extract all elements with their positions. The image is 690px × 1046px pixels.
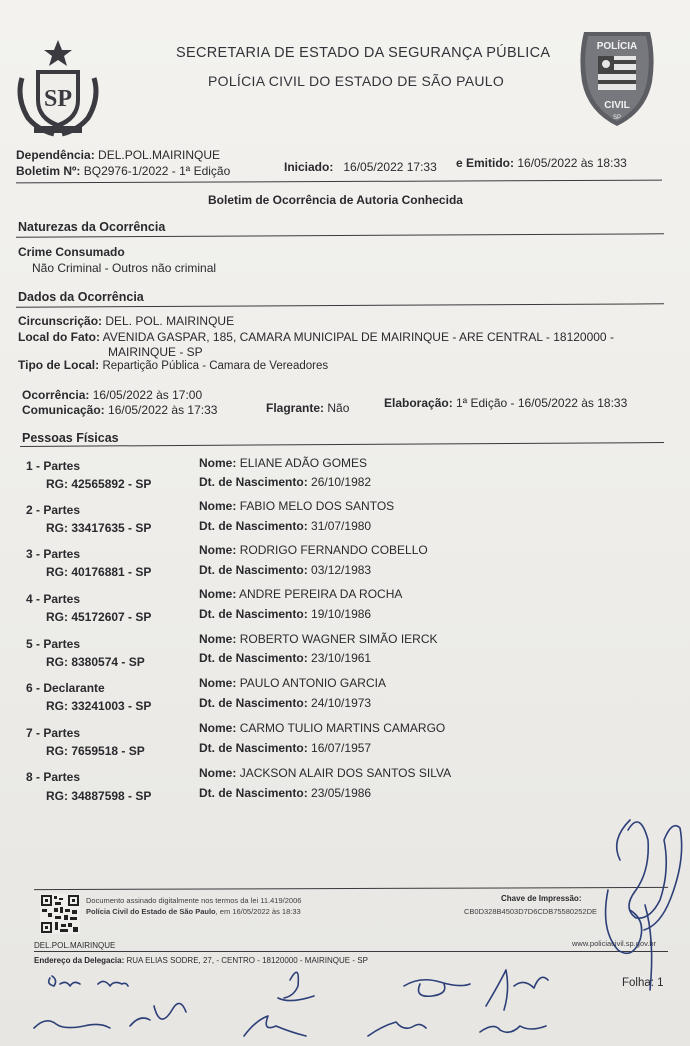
dependencia-label: Dependência:	[16, 148, 95, 162]
nome-label: Nome:	[199, 543, 237, 557]
flagrante-value: Não	[327, 401, 350, 415]
ocorrencia-value: 16/05/2022 às 17:00	[92, 388, 203, 402]
iniciado-row	[284, 160, 437, 174]
pessoa-rg: RG: 8380574 - SP	[46, 655, 145, 669]
pessoa-rg: RG: 34887598 - SP	[46, 789, 152, 803]
pessoa-nasc: 16/07/1957	[311, 741, 372, 755]
badge-state-text: SP	[612, 115, 622, 121]
nasc-label: Dt. de Nascimento:	[199, 519, 308, 533]
header-divider	[16, 180, 662, 184]
pessoa-nasc-row	[199, 563, 371, 577]
pessoa-nasc: 23/05/1986	[311, 786, 372, 800]
pessoa-role: 2 - Partes	[26, 503, 81, 517]
pessoa-role: 5 - Partes	[26, 637, 81, 651]
pessoa-role: 8 - Partes	[26, 770, 81, 784]
nome-label: Nome:	[199, 499, 237, 513]
crest-text: SP	[43, 86, 73, 112]
header-secretaria: SECRETARIA DE ESTADO DA SEGURANÇA PÚBLICA	[176, 45, 551, 61]
pessoa-nome: PAULO ANTONIO GARCIA	[239, 676, 386, 690]
handwritten-signatures-icon	[0, 800, 690, 1046]
pessoa-nome: ROBERTO WAGNER SIMÃO IERCK	[239, 632, 438, 646]
nome-label: Nome:	[199, 721, 237, 735]
comunicacao-row	[22, 403, 217, 417]
pessoa-nasc: 24/10/1973	[311, 696, 372, 710]
pessoa-nome-row	[199, 456, 367, 470]
pessoa-rg: RG: 42565892 - SP	[46, 477, 152, 491]
naturezas-divider	[16, 233, 664, 238]
pessoa-rg: RG: 45172607 - SP	[46, 610, 152, 624]
endereco-value: RUA ELIAS SODRE, 27, - CENTRO - 18120000 - MAIRINQUE - SP	[126, 956, 368, 965]
naturezas-title: Naturezas da Ocorrência	[18, 220, 166, 234]
nome-label: Nome:	[199, 632, 237, 646]
pessoa-nome-row	[199, 766, 451, 780]
dados-divider	[16, 303, 664, 308]
tipo-local-label: Tipo de Local:	[18, 358, 100, 372]
pessoas-title: Pessoas Físicas	[22, 431, 119, 445]
comunicacao-label: Comunicação:	[22, 403, 105, 417]
elaboracao-row	[384, 396, 627, 410]
nome-label: Nome:	[199, 676, 237, 690]
pessoa-nome-row	[199, 543, 428, 557]
ocorrencia-row	[22, 388, 202, 402]
chave-label: Chave de Impressão:	[501, 894, 582, 903]
pessoa-nome-row	[199, 676, 386, 690]
comunicacao-value: 16/05/2022 às 17:33	[108, 403, 218, 417]
signed-date: , em 16/05/2022 às 18:33	[215, 907, 301, 916]
pessoa-nasc-row	[199, 696, 371, 710]
nasc-label: Dt. de Nascimento:	[199, 741, 308, 755]
nome-label: Nome:	[199, 456, 237, 470]
pessoa-nome: FABIO MELO DOS SANTOS	[239, 499, 395, 513]
pessoa-nome-row	[199, 499, 394, 513]
pessoa-nasc: 31/07/1980	[311, 519, 372, 533]
nasc-label: Dt. de Nascimento:	[199, 607, 308, 621]
pessoa-role: 6 - Declarante	[26, 681, 105, 695]
nasc-label: Dt. de Nascimento:	[199, 786, 308, 800]
pessoa-rg: RG: 33417635 - SP	[46, 521, 152, 535]
iniciado-value: 16/05/2022 17:33	[343, 160, 437, 174]
pessoa-role: 4 - Partes	[26, 592, 81, 606]
elaboracao-value: 1ª Edição - 16/05/2022 às 18:33	[456, 396, 628, 410]
circunscricao-row	[18, 314, 234, 328]
nasc-label: Dt. de Nascimento:	[199, 563, 308, 577]
pessoa-nome-row	[199, 721, 445, 735]
pessoa-nasc-row	[199, 475, 371, 489]
header-policia-civil: POLÍCIA CIVIL DO ESTADO DE SÃO PAULO	[208, 73, 505, 89]
pessoa-nome: ELIANE ADÃO GOMES	[239, 456, 368, 470]
ocorrencia-label: Ocorrência:	[22, 388, 90, 402]
boletim-row	[16, 164, 230, 178]
nasc-label: Dt. de Nascimento:	[199, 651, 308, 665]
dependencia-row	[16, 148, 220, 162]
boletim-label: Boletim Nº:	[16, 164, 81, 178]
endereco-label: Endereço da Delegacia:	[34, 956, 125, 965]
pessoa-nome: CARMO TULIO MARTINS CAMARGO	[239, 721, 446, 735]
pessoa-nasc-row	[199, 519, 371, 533]
crime-consumado-label: Crime Consumado	[18, 245, 125, 259]
pessoa-rg: RG: 40176881 - SP	[46, 565, 152, 579]
sp-coat-of-arms-icon	[14, 38, 102, 138]
pessoa-nome: ANDRE PEREIRA DA ROCHA	[239, 587, 403, 601]
badge-bottom-text: CIVIL	[604, 100, 630, 111]
pessoa-nome-row	[199, 632, 438, 646]
local-row	[18, 330, 614, 344]
elaboracao-label: Elaboração:	[384, 396, 453, 410]
pessoa-nasc-row	[199, 741, 371, 755]
pessoa-nasc: 26/10/1982	[311, 475, 372, 489]
pessoa-nasc-row	[199, 786, 371, 800]
tipo-local-value: Repartição Pública - Camara de Vereadores	[102, 360, 329, 372]
pessoa-rg: RG: 7659518 - SP	[46, 744, 145, 758]
circunscricao-label: Circunscrição:	[18, 314, 103, 328]
pessoa-nasc: 19/10/1986	[311, 607, 372, 621]
circunscricao-value: DEL. POL. MAIRINQUE	[105, 314, 235, 328]
document-title: Boletim de Ocorrência de Autoria Conhecida	[208, 193, 463, 207]
pessoa-rg: RG: 33241003 - SP	[46, 699, 152, 713]
flagrante-row	[266, 401, 349, 415]
pessoa-nome-row	[199, 587, 402, 601]
pessoa-role: 1 - Partes	[26, 459, 81, 473]
pessoa-nome: JACKSON ALAIR DOS SANTOS SILVA	[239, 766, 452, 780]
pessoa-nasc-row	[199, 607, 371, 621]
local-value-2: MAIRINQUE - SP	[108, 345, 203, 359]
folha-number: Folha: 1	[622, 977, 664, 989]
pessoa-nasc: 03/12/1983	[311, 563, 372, 577]
website-link[interactable]: www.policiacivil.sp.gov.br	[572, 939, 657, 948]
local-value-1: AVENIDA GASPAR, 185, CAMARA MUNICIPAL DE MAIRINQUE - ARE CENTRAL - 18120000 -	[102, 330, 614, 344]
badge-top-text: POLÍCIA	[596, 41, 638, 52]
pessoa-nasc: 23/10/1961	[311, 651, 372, 665]
footer-unit: DEL.POL.MAIRINQUE	[34, 941, 116, 950]
pessoa-nasc-row	[199, 651, 371, 665]
signed-notice: Documento assinado digitalmente nos termos da lei 11.419/2006	[86, 896, 302, 905]
emitido-label: e Emitido:	[456, 156, 515, 170]
local-label: Local do Fato:	[18, 330, 100, 344]
boletim-value: BQ2976-1/2022 - 1ª Edição	[83, 164, 231, 178]
emitido-value: 16/05/2022 às 18:33	[517, 156, 627, 170]
nasc-label: Dt. de Nascimento:	[199, 475, 308, 489]
tipo-local-row	[18, 358, 328, 372]
pessoa-role: 3 - Partes	[26, 547, 81, 561]
dados-title: Dados da Ocorrência	[18, 290, 144, 304]
flagrante-label: Flagrante:	[266, 401, 325, 415]
nome-label: Nome:	[199, 587, 237, 601]
dependencia-value: DEL.POL.MAIRINQUE	[98, 148, 221, 162]
policia-civil-badge-icon	[574, 26, 660, 130]
signed-authority: Polícia Civil do Estado de São Paulo	[86, 907, 216, 916]
pessoa-nome: RODRIGO FERNANDO COBELLO	[239, 543, 428, 557]
nome-label: Nome:	[199, 766, 237, 780]
emitido-row	[456, 156, 627, 170]
pessoa-role: 7 - Partes	[26, 726, 81, 740]
iniciado-label: Iniciado:	[284, 160, 334, 174]
nasc-label: Dt. de Nascimento:	[199, 696, 308, 710]
chave-value: CB0D328B4503D7D6CDB75580252DE	[464, 907, 598, 916]
crime-consumado-value: Não Criminal - Outros não criminal	[32, 261, 217, 275]
